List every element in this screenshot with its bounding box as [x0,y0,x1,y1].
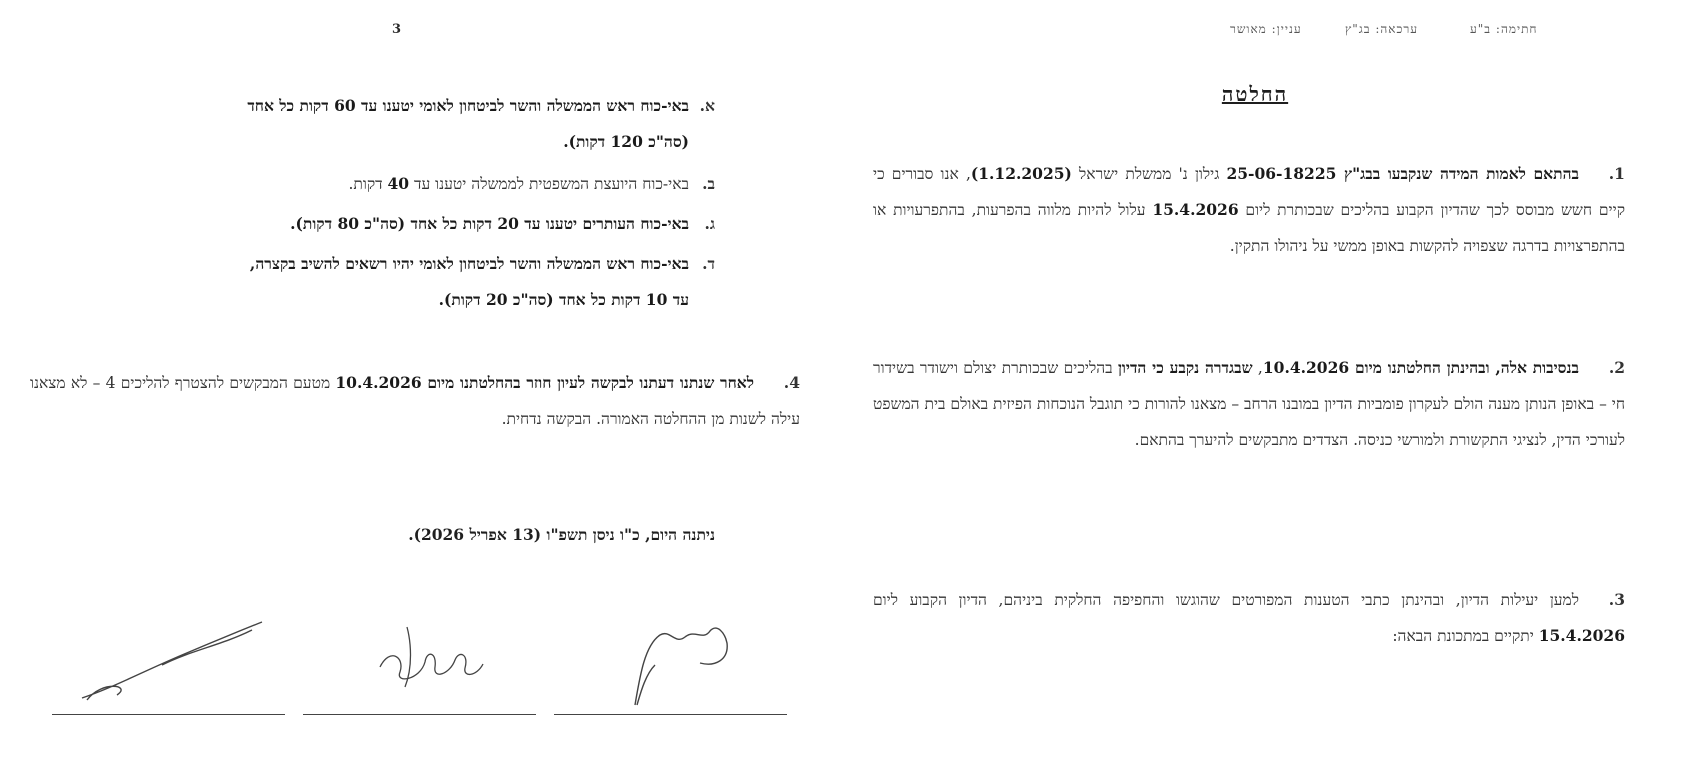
list-letter: ד. [702,254,715,273]
given-date: ניתנה היום, כ"ו ניסן תשפ"ו (13 אפריל 2026). [408,525,715,544]
paragraph-4 [30,365,800,437]
paragraph-lead: בהתאם לאמות המידה שנקבעו בבג"ץ 25-06-18225 [1226,164,1579,183]
hearing-date: 15.4.2026 [1152,200,1239,219]
paragraph-number: 4. [783,373,800,392]
header-fragment: עניין: מאושר [1230,22,1302,36]
paragraph-text: בהליכים שבכותרת יצולם וישודר בשידור חי – באופן הנותן מענה הולם לעקרון פומביות הדיון במובנו הרחב – מצאנו להורות כי תוגבל הנוכחות הפיזית באולם בית המשפט לעורכי הדין, לנציגי התקשורת ולמורשי כניסה. הצדדים מתבקשים להיערך בהתאם. [873,359,1625,449]
signature-middle [365,612,505,692]
signature-line [52,714,285,715]
list-letter: א. [699,96,715,115]
paragraph-text: , [1252,359,1263,377]
list-item-a [30,88,715,124]
signature-left [72,610,272,710]
paragraph-3 [873,582,1625,654]
list-item-a-cont [30,124,689,160]
list-letter: ב. [702,174,715,193]
list-text: באי-כוח ראש הממשלה והשר לביטחון לאומי יהיו רשאים להשיב בקצרה, [249,254,689,273]
paragraph-2 [873,350,1625,458]
hearing-date: 15.4.2026 [1538,626,1625,645]
paragraph-1 [873,156,1625,264]
signature-right [615,605,735,710]
paragraph-bold: שבגדרה נקבע כי הדיון [1117,358,1253,377]
list-item-b [30,166,715,202]
paragraph-lead: לאחר שנתנו דעתנו לבקשה לעיון חוזר בהחלטתנו מיום 10.4.2026 [335,373,754,392]
paragraph-number: 2. [1608,358,1626,377]
paragraph-text: מטעם המבקשים להצטרף להליכים 4 – לא מצאנו עילה לשנות מן ההחלטה האמורה. הבקשה נדחית. [30,374,800,428]
list-minutes: 40 [387,174,410,193]
page-header [0,22,1688,40]
list-item-c [30,206,715,242]
paragraph-text: יתקיים במתכונת הבאה: [1392,627,1539,645]
signature-line [554,714,787,715]
paragraph-lead: בנסיבות אלה, ובהינתן החלטתנו מיום 10.4.2026 [1262,358,1580,377]
list-text: באי-כוח ראש הממשלה והשר לביטחון לאומי יטענו עד 60 דקות כל אחד [247,96,689,115]
header-fragment: ערכאה: בג"ץ [1345,22,1419,36]
list-item-d-cont [30,282,689,318]
decision-title: החלטה [1221,82,1289,106]
list-text: עד 10 דקות כל אחד (סה"כ 20 דקות). [438,290,689,309]
signature-line [303,714,536,715]
paragraph-number: 3. [1608,590,1625,609]
header-fragment: חתימה: ב"ע [1470,22,1538,36]
paragraph-text: גילון נ' ממשלת ישראל [1079,165,1227,183]
list-text: באי-כוח העותרים יטענו עד 20 דקות כל אחד (סה"כ 80 דקות). [290,214,689,233]
paragraph-number: 1. [1608,164,1625,183]
list-text: באי-כוח היועצת המשפטית לממשלה יטענו עד [409,175,689,193]
list-letter: ג. [704,214,715,233]
paragraph-text: , אנו סבורים כי קיים חשש מבוסס לכך שהדיון הקבוע בהליכים שבכותרת ליום [873,165,1625,219]
paragraph-text: למען יעילות הדיון, ובהינתן כתבי הטענות המפורטים שהוגשו והחפיפה החלקית ביניהם, הדיון הקבוע ליום [873,591,1579,609]
page-number: 3 [392,22,402,37]
list-item-d [30,246,715,282]
list-text: (סה"כ 120 דקות). [563,132,689,151]
ruling-date: (1.12.2025) [970,164,1072,183]
list-text: דקות. [348,175,388,193]
paragraph-text: עלול להיות מלווה בהפרעות, בהתפרעויות או בהתפרצויות בדרגה שצפויה להקשות באופן ממשי על ניהולו התקין. [873,201,1625,255]
